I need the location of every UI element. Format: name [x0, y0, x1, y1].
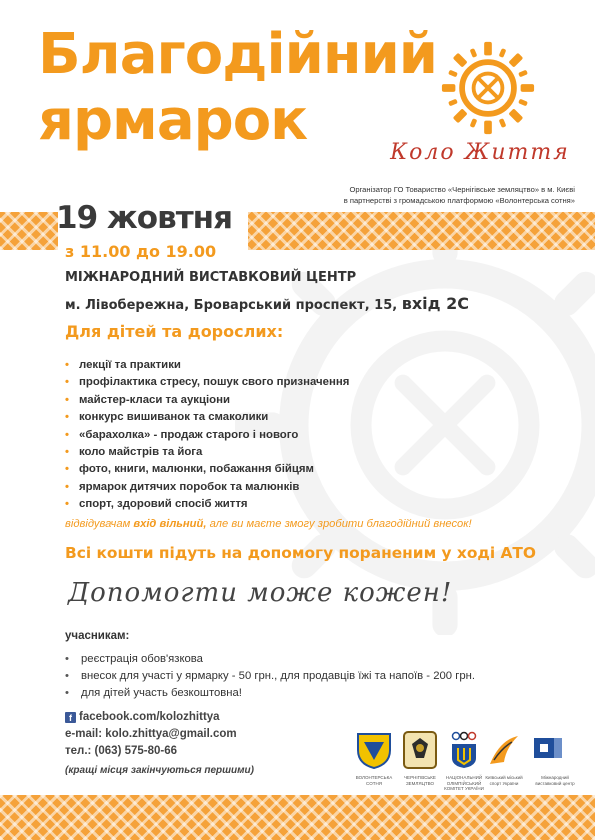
list-item: • лекції та практики	[65, 357, 349, 374]
facebook-link[interactable]: facebook.com/kolozhittya	[79, 711, 220, 723]
entry-note-part-3: але ви маєте змогу зробити благодійний внесок!	[206, 518, 472, 530]
partner-caption: НАЦІОНАЛЬНИЙ ОЛІМПІЙСЬКИЙ КОМІТЕТ УКРАЇНИ	[444, 775, 484, 791]
embroidery-band-bottom	[0, 795, 595, 840]
title-line-2: ярмарок	[38, 88, 308, 153]
volunteer-hundred-logo	[352, 730, 396, 770]
contacts	[65, 709, 237, 760]
event-address	[65, 294, 469, 313]
list-item: • для дітей участь безкоштовна!	[65, 685, 475, 702]
phone-number: тел.: (063) 575-80-66	[65, 745, 178, 757]
list-item: • майстер-класи та аукціони	[65, 392, 349, 409]
facebook-icon[interactable]: f	[65, 712, 76, 723]
list-item: • ярмарок дитячих поробок та малюнків	[65, 479, 349, 496]
embroidery-band-left	[0, 212, 58, 250]
list-item: • спорт, здоровий спосіб життя	[65, 496, 349, 513]
event-venue: МІЖНАРОДНИЙ ВИСТАВКОВИЙ ЦЕНТР	[65, 270, 357, 285]
embroidery-band-right	[248, 212, 595, 250]
list-item: • реєстрація обов'язкова	[65, 651, 475, 668]
olympic-trident-logo	[442, 730, 486, 770]
expo-centre-logo	[530, 730, 580, 770]
address-text: м. Лівобережна, Броварський проспект, 15,	[65, 298, 398, 313]
entry-note-free: вхід вільний,	[133, 518, 207, 530]
audience-heading: Для дітей та дорослих:	[65, 322, 284, 341]
partner-chernihiv	[398, 730, 442, 786]
partner-volunteer-hundred	[352, 730, 396, 786]
list-item: • фото, книги, малюнки, побажання бійцям	[65, 461, 349, 478]
activities-list	[65, 357, 349, 514]
list-item: • внесок для участі у ярмарку - 50 грн., для продавців їжі та напоїв - 200 грн.	[65, 668, 475, 685]
partner-caption: Київський міський спорт України	[485, 775, 523, 786]
logo-name: Коло Життя	[390, 140, 570, 165]
partner-caption: Міжнародний виставковий центр	[535, 775, 575, 786]
partner-caption: ВОЛОНТЕРСЬКА СОТНЯ	[355, 775, 393, 786]
event-date: 19 жовтня	[56, 200, 232, 236]
places-note: (кращі місця закінчуються першими)	[65, 765, 254, 776]
participants-heading: учасникам:	[65, 630, 130, 642]
entry-note-part-1: відвідувачам	[65, 518, 134, 530]
sport-logo	[482, 730, 526, 770]
sun-ornament-icon	[440, 40, 536, 136]
facebook-row[interactable]	[65, 709, 237, 726]
partner-sport	[482, 730, 526, 786]
page-title	[38, 22, 437, 154]
list-item: • коло майстрів та йога	[65, 444, 349, 461]
partner-olympic	[442, 730, 486, 792]
funds-statement: Всі кошти підуть на допомогу пораненим у ході АТО	[65, 544, 536, 562]
organizer-info	[300, 184, 575, 206]
entry-note	[65, 518, 472, 530]
organizer-line-1: Організатор ГО Товариство «Чернігівське земляцтво» в м. Києві	[349, 185, 575, 194]
list-item: • конкурс вишиванок та смаколики	[65, 409, 349, 426]
email-link[interactable]: e-mail: kolo.zhittya@gmail.com	[65, 728, 237, 740]
participant-rules	[65, 651, 475, 702]
list-item: • «барахолка» - продаж старого і нового	[65, 427, 349, 444]
entrance-text: вхід 2С	[401, 294, 470, 313]
chernihiv-community-logo	[398, 730, 442, 770]
title-line-1: Благодійний	[38, 22, 438, 87]
partner-expo-centre	[530, 730, 580, 786]
partner-caption: ЧЕРНІГІВСЬКЕ ЗЕМЛЯЦТВО	[404, 775, 436, 786]
slogan: Допомогти може кожен!	[68, 578, 453, 608]
event-time: з 11.00 до 19.00	[65, 242, 217, 261]
list-item: • профілактика стресу, пошук свого призначення	[65, 374, 349, 391]
organizer-line-2: в партнерстві з громадською платформою «Волонтерська сотня»	[343, 196, 575, 205]
